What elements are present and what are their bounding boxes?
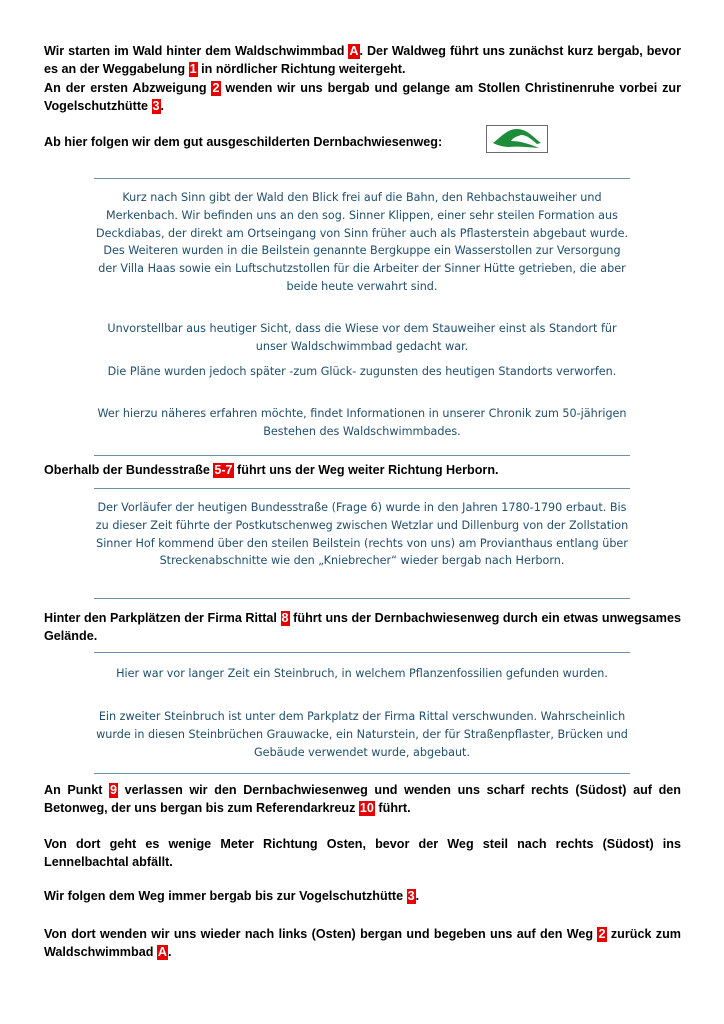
marker-A: A: [349, 44, 359, 58]
marker-3: 3: [152, 99, 160, 114]
trail-symbol-icon: [487, 126, 547, 152]
info-text: Unvorstellbar aus heutiger Sicht, dass die Wiese vor dem Stauweiher einst als Standort für unser Waldschwimmbad gedacht war.: [107, 322, 617, 353]
info-text: Die Pläne wurden jedoch später -zum Glück- zugunsten des heutigen Standorts verworfen.: [107, 365, 617, 378]
marker-A: A: [157, 945, 168, 960]
return-paragraph: Von dort wenden wir uns wieder nach links (Osten) bergan und begeben uns auf den Weg 2 zurück zum Waldschwimmbad A.: [44, 927, 681, 960]
marker-1: 1: [189, 62, 197, 77]
marker-8: 8: [281, 611, 289, 625]
punkt-9-paragraph: An Punkt 9 verlassen wir den Dernbachwiesenweg und wenden uns scharf rechts (Südost) auf den Betonweg, der uns bergan bis zum Referendarkreuz 10 führt.: [44, 783, 681, 816]
lennelbachtal-paragraph: Von dort geht es wenige Meter Richtung Osten, bevor der Weg steil nach rechts (Südost) ins Lennelbachtal abfällt.: [44, 837, 681, 870]
divider: [94, 455, 630, 456]
intro-paragraph: Wir starten im Wald hinter dem Waldschwimmbad A. Der Waldweg führt uns zunächst kurz bergab, bevor es an der Weggabelung 1 in nördlicher Richtung weitergeht. An der ersten Abzweigung 2 wenden wir uns bergab und gelange am Stollen Christinenruhe vorbei zur Vogelschutzhütte 3.: [44, 44, 682, 114]
vogelschutzhuette-paragraph: Wir folgen dem Weg immer bergab bis zur Vogelschutzhütte 3.: [44, 889, 420, 903]
divider: [94, 598, 630, 599]
info-text: Hier war vor langer Zeit ein Steinbruch, in welchem Pflanzenfossilien gefunden wurden.: [116, 667, 608, 680]
rittal-paragraph: Hinter den Parkplätzen der Firma Rittal 8 führt uns der Dernbachwiesenweg durch ein etwas unwegsames Gelände.: [44, 611, 681, 644]
marker-10: 10: [359, 801, 374, 816]
info-box-bundesstrasse: Der Vorläufer der heutigen Bundesstraße (Frage 6) wurde in den Jahren 1780-1790 erbaut. Bis zu dieser Zeit führte der Postkutschenweg zwischen Wetzlar und Dillenburg von der Zollstation Sinner Hof kommend über den steilen Beilstein (rechts von uns) am Provianthaus entlang über Streckenabschnitte wie den „Kniebrecher“ wieder bergab nach Herborn.: [95, 501, 629, 568]
route-sign-paragraph: Ab hier folgen wir dem gut ausgeschilderten Dernbachwiesenweg:: [44, 135, 443, 149]
info-text: Kurz nach Sinn gibt der Wald den Blick frei auf die Bahn, den Rehbachstauweiher und Merkenbach. Wir befinden uns an den sog. Sinner Klippen, einer sehr steilen Formation aus Deckdiabas, der direkt am Ortseingang von Sinn früher auch als Pflasterstein abgebaut wurde. Des Weiteren wurden in die Beilstein genannte Bergkuppe ein Wasserstollen zur Versorgung der Villa Haas sowie ein Luftschutzstollen für die Arbeiter der Sinner Hütte getrieben, die aber beide heute verwahrt sind.: [95, 191, 629, 293]
trail-sign-icon: [486, 125, 548, 153]
info-text: Wer hierzu näheres erfahren möchte, findet Informationen in unserer Chronik zum 50-jährigen Bestehen des Waldschwimmbades.: [97, 407, 627, 438]
marker-9: 9: [110, 783, 118, 797]
marker-5-7: 5-7: [214, 463, 233, 477]
marker-3: 3: [407, 889, 415, 903]
marker-2: 2: [212, 80, 220, 95]
bundesstrasse-paragraph: Oberhalb der Bundesstraße 5-7 führt uns der Weg weiter Richtung Herborn.: [44, 463, 499, 477]
marker-2: 2: [598, 927, 606, 941]
divider: [94, 178, 630, 179]
divider: [94, 488, 630, 489]
info-text: Ein zweiter Steinbruch ist unter dem Parkplatz der Firma Rittal verschwunden. Wahrscheinlich wurde in diesen Steinbrüchen Grauwacke, ein Naturstein, der für Straßenpflaster, Brücken und Gebäude verwendet wurde, abgebaut.: [96, 710, 628, 759]
divider: [94, 652, 630, 653]
divider: [94, 773, 630, 774]
